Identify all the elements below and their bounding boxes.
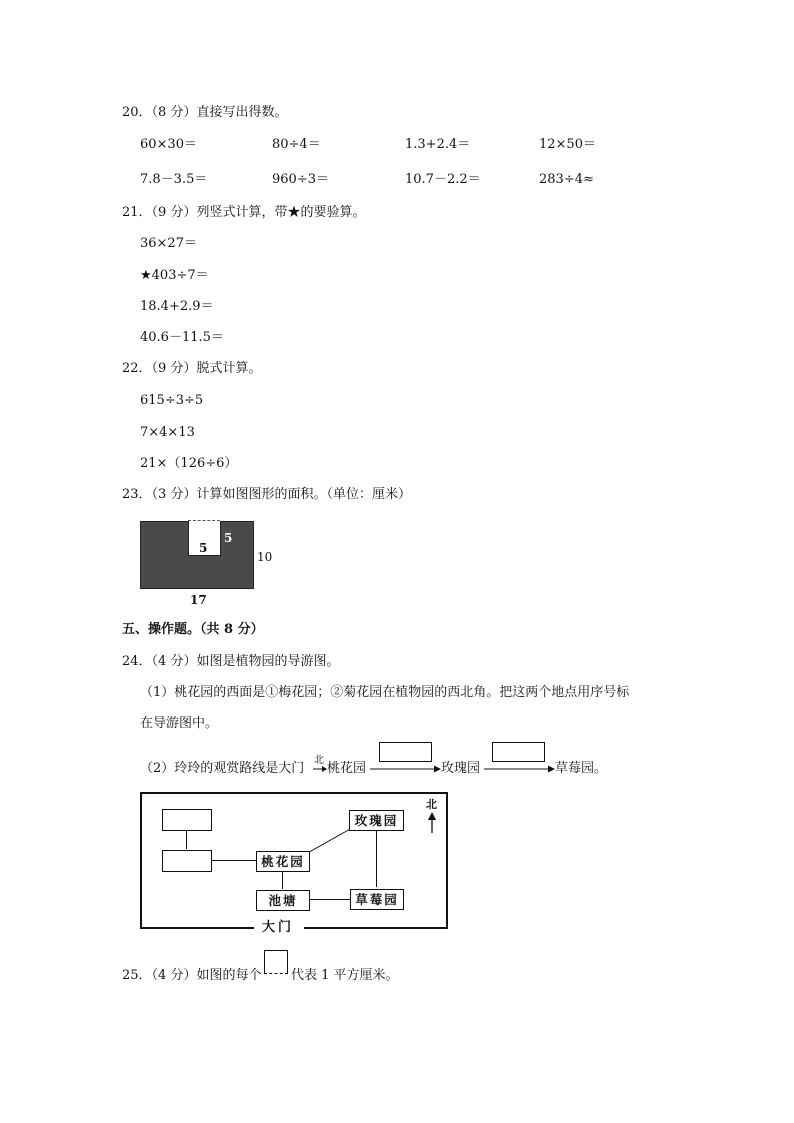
q22-item: 7×4×13 <box>140 425 195 440</box>
width-label: 17 <box>190 593 207 607</box>
q21-item: ★403÷7＝ <box>140 268 209 283</box>
map-empty-box-northwest[interactable] <box>162 809 212 831</box>
q21-item: 18.4+2.9＝ <box>140 299 214 314</box>
map-border-bottom-left <box>140 927 254 929</box>
notch-width-label: 5 <box>199 541 208 555</box>
q23-figure <box>140 518 290 613</box>
q24-title: 24．（4 分）如图是植物园的导游图。 <box>122 654 340 669</box>
map-path <box>376 831 377 887</box>
map-border-right <box>446 792 448 928</box>
map-path <box>211 860 257 861</box>
q22-item: 21×（126÷6） <box>140 456 238 471</box>
route-arrow-icon <box>484 764 556 774</box>
answer-box-2[interactable] <box>492 742 545 762</box>
route-stop-rose: 玫瑰园 <box>441 761 481 776</box>
q20-title: 20．（8 分）直接写出得数。 <box>122 105 288 120</box>
gate-label: 大门 <box>262 920 295 935</box>
section5-title: 五、操作题。（共 8 分） <box>122 622 264 637</box>
route-arrow-icon <box>313 765 327 773</box>
map-north-label: 北 <box>426 798 437 811</box>
q25-title-suffix: 代表 1 平方厘米。 <box>291 968 399 983</box>
q24-part1-line1: （1）桃花园的西面是①梅花园；②菊花园在植物园的西北角。把这两个地点用序号标 <box>140 685 630 700</box>
q20-item: 7.8－3.5＝ <box>140 172 208 187</box>
map-border-top <box>140 792 448 794</box>
garden-map <box>140 792 450 942</box>
q20-item: 960÷3＝ <box>272 172 329 187</box>
north-arrow-icon <box>427 812 437 834</box>
q21-item: 40.6－11.5＝ <box>140 330 224 345</box>
map-path <box>310 899 350 900</box>
q20-item: 1.3+2.4＝ <box>405 137 471 152</box>
map-strawberry-garden: 草莓园 <box>350 889 404 910</box>
q25-title-prefix: 25．（4 分）如图的每个 <box>122 968 262 983</box>
q22-title: 22．（9 分）脱式计算。 <box>122 361 262 376</box>
q22-item: 615÷3÷5 <box>140 393 204 408</box>
answer-box-1[interactable] <box>379 742 432 762</box>
notch-top-dashed <box>188 520 220 521</box>
map-path <box>304 827 354 857</box>
unit-square-icon <box>264 950 288 974</box>
q24-part1-line2: 在导游图中。 <box>140 716 219 731</box>
map-border-left <box>140 792 142 928</box>
q23-title: 23．（3 分）计算如图图形的面积。（单位：厘米） <box>122 487 411 502</box>
map-path <box>186 831 187 849</box>
map-peach-garden: 桃花园 <box>256 851 310 872</box>
map-rose-garden: 玫瑰园 <box>349 810 404 831</box>
q21-title: 21．（9 分）列竖式计算，带★的要验算。 <box>122 205 366 220</box>
route-arrow-icon <box>370 764 442 774</box>
route-stop-strawberry: 草莓园。 <box>555 761 608 776</box>
q24-part2-prefix: （2）玲玲的观赏路线是大门 <box>140 761 305 776</box>
q20-item: 60×30＝ <box>140 137 197 152</box>
q21-item: 36×27＝ <box>140 236 197 251</box>
map-path <box>282 871 283 889</box>
route-north-label: 北 <box>314 755 324 766</box>
route-stop-peach: 桃花园 <box>327 761 367 776</box>
q20-item: 12×50＝ <box>539 137 596 152</box>
map-border-bottom-right <box>304 927 448 929</box>
q20-item: 10.7－2.2＝ <box>405 172 481 187</box>
notch-depth-label: 5 <box>224 531 233 545</box>
height-label: 10 <box>257 550 273 564</box>
map-empty-box-west[interactable] <box>162 850 212 872</box>
map-pond: 池塘 <box>256 890 310 911</box>
q20-item: 80÷4＝ <box>272 137 321 152</box>
q20-item: 283÷4≈ <box>539 172 594 187</box>
